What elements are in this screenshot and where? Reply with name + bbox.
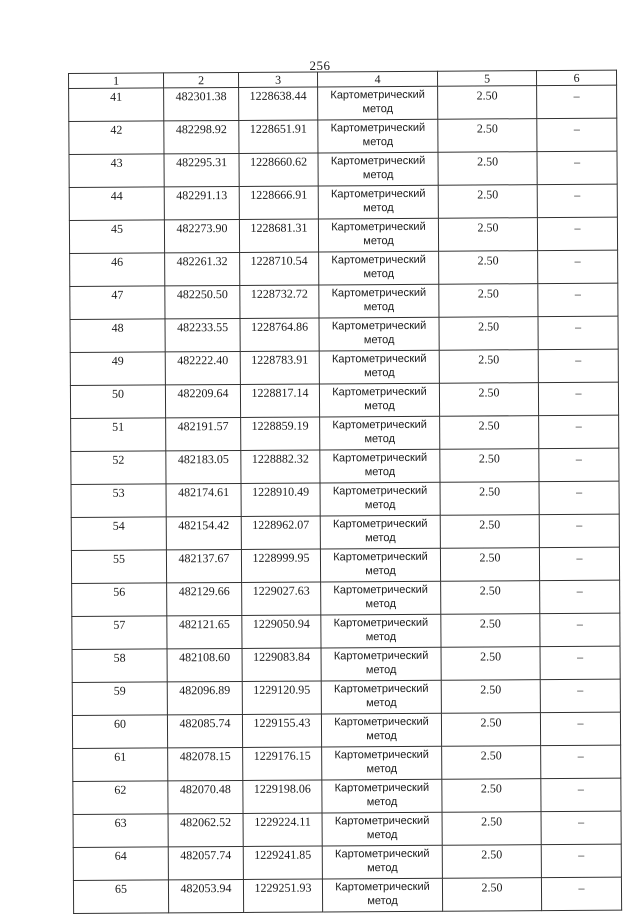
accuracy-cell: 2.50 xyxy=(441,581,540,615)
point-number-cell: 52 xyxy=(71,451,166,485)
method-cell: Картометрический метод xyxy=(318,185,438,219)
note-cell: – xyxy=(540,679,620,712)
point-number-cell: 54 xyxy=(71,517,166,551)
note-cell: – xyxy=(538,316,618,349)
y-coordinate-cell: 1228710.54 xyxy=(240,252,319,285)
page-number: 256 xyxy=(309,58,331,73)
x-coordinate-cell: 482129.66 xyxy=(167,582,242,615)
method-cell: Картометрический метод xyxy=(322,812,442,846)
table-row xyxy=(69,184,617,220)
accuracy-cell: 2.50 xyxy=(438,86,537,120)
point-number-cell: 59 xyxy=(72,682,167,716)
point-number-cell: 60 xyxy=(72,715,167,749)
point-number-cell: 49 xyxy=(70,352,165,386)
table-row xyxy=(73,877,621,913)
table-row xyxy=(70,382,618,418)
note-cell: – xyxy=(540,580,620,613)
method-cell: Картометрический метод xyxy=(318,218,438,252)
note-cell: – xyxy=(537,85,617,118)
method-cell: Картометрический метод xyxy=(320,548,440,582)
method-cell: Картометрический метод xyxy=(319,383,439,417)
y-coordinate-cell: 1228651.91 xyxy=(239,120,318,153)
note-cell: – xyxy=(539,547,619,580)
x-coordinate-cell: 482250.50 xyxy=(165,285,240,318)
y-coordinate-cell: 1229176.15 xyxy=(243,747,322,780)
table-row xyxy=(73,844,621,880)
note-cell: – xyxy=(540,646,620,679)
coordinates-table-container xyxy=(68,70,621,914)
accuracy-cell: 2.50 xyxy=(441,680,540,714)
table-body xyxy=(69,85,622,913)
method-cell: Картометрический метод xyxy=(318,119,438,153)
accuracy-cell: 2.50 xyxy=(439,350,538,384)
point-number-cell: 58 xyxy=(72,649,167,683)
y-coordinate-cell: 1228666.91 xyxy=(239,186,318,219)
x-coordinate-cell: 482085.74 xyxy=(167,714,242,747)
method-cell: Картометрический метод xyxy=(319,317,439,351)
point-number-cell: 50 xyxy=(70,385,165,419)
accuracy-cell: 2.50 xyxy=(440,548,539,582)
header-col-6: 6 xyxy=(536,70,616,85)
note-cell: – xyxy=(541,811,621,844)
accuracy-cell: 2.50 xyxy=(442,779,541,813)
accuracy-cell: 2.50 xyxy=(438,185,537,219)
note-cell: – xyxy=(539,481,619,514)
table-row xyxy=(73,811,621,847)
header-col-4: 4 xyxy=(317,71,437,87)
header-col-2: 2 xyxy=(164,72,239,87)
y-coordinate-cell: 1229241.85 xyxy=(243,846,322,879)
x-coordinate-cell: 482191.57 xyxy=(166,417,241,450)
x-coordinate-cell: 482121.65 xyxy=(167,615,242,648)
y-coordinate-cell: 1228764.86 xyxy=(240,318,319,351)
y-coordinate-cell: 1229155.43 xyxy=(242,714,321,747)
y-coordinate-cell: 1228882.32 xyxy=(241,450,320,483)
table-row xyxy=(72,580,620,616)
method-cell: Картометрический метод xyxy=(322,878,442,912)
x-coordinate-cell: 482273.90 xyxy=(164,219,239,252)
x-coordinate-cell: 482222.40 xyxy=(165,351,240,384)
note-cell: – xyxy=(538,283,618,316)
point-number-cell: 53 xyxy=(71,484,166,518)
y-coordinate-cell: 1228660.62 xyxy=(239,153,318,186)
point-number-cell: 56 xyxy=(72,583,167,617)
accuracy-cell: 2.50 xyxy=(442,845,541,879)
point-number-cell: 47 xyxy=(70,286,165,320)
table-row xyxy=(70,349,618,385)
y-coordinate-cell: 1228732.72 xyxy=(240,285,319,318)
method-cell: Картометрический метод xyxy=(320,515,440,549)
y-coordinate-cell: 1228783.91 xyxy=(240,351,319,384)
note-cell: – xyxy=(537,184,617,217)
table-row xyxy=(72,646,620,682)
method-cell: Картометрический метод xyxy=(322,845,442,879)
x-coordinate-cell: 482261.32 xyxy=(165,252,240,285)
table-row xyxy=(69,85,617,121)
x-coordinate-cell: 482298.92 xyxy=(164,120,239,153)
x-coordinate-cell: 482154.42 xyxy=(166,516,241,549)
accuracy-cell: 2.50 xyxy=(440,515,539,549)
x-coordinate-cell: 482108.60 xyxy=(167,648,242,681)
accuracy-cell: 2.50 xyxy=(441,647,540,681)
point-number-cell: 41 xyxy=(69,88,164,122)
table-row xyxy=(71,547,619,583)
table-row xyxy=(70,316,618,352)
note-cell: – xyxy=(537,151,617,184)
accuracy-cell: 2.50 xyxy=(441,713,540,747)
note-cell: – xyxy=(540,613,620,646)
point-number-cell: 55 xyxy=(71,550,166,584)
note-cell: – xyxy=(538,250,618,283)
y-coordinate-cell: 1228681.31 xyxy=(239,219,318,252)
x-coordinate-cell: 482070.48 xyxy=(168,780,243,813)
header-col-1: 1 xyxy=(69,73,164,89)
method-cell: Картометрический метод xyxy=(321,647,441,681)
method-cell: Картометрический метод xyxy=(322,746,442,780)
table-row xyxy=(69,151,617,187)
x-coordinate-cell: 482233.55 xyxy=(165,318,240,351)
accuracy-cell: 2.50 xyxy=(442,878,541,912)
x-coordinate-cell: 482295.31 xyxy=(164,153,239,186)
accuracy-cell: 2.50 xyxy=(438,119,537,153)
method-cell: Картометрический метод xyxy=(321,614,441,648)
method-cell: Картометрический метод xyxy=(321,581,441,615)
header-col-5: 5 xyxy=(437,71,536,87)
accuracy-cell: 2.50 xyxy=(442,812,541,846)
accuracy-cell: 2.50 xyxy=(438,152,537,186)
accuracy-cell: 2.50 xyxy=(441,614,540,648)
x-coordinate-cell: 482301.38 xyxy=(164,87,239,120)
x-coordinate-cell: 482096.89 xyxy=(167,681,242,714)
x-coordinate-cell: 482209.64 xyxy=(165,384,240,417)
note-cell: – xyxy=(541,877,621,910)
y-coordinate-cell: 1229050.94 xyxy=(242,615,321,648)
note-cell: – xyxy=(537,217,617,250)
note-cell: – xyxy=(539,415,619,448)
table-row xyxy=(69,217,617,253)
point-number-cell: 63 xyxy=(73,814,168,848)
x-coordinate-cell: 482078.15 xyxy=(168,747,243,780)
method-cell: Картометрический метод xyxy=(322,779,442,813)
accuracy-cell: 2.50 xyxy=(442,746,541,780)
table-row xyxy=(73,745,621,781)
note-cell: – xyxy=(538,382,618,415)
note-cell: – xyxy=(541,844,621,877)
y-coordinate-cell: 1228817.14 xyxy=(240,384,319,417)
point-number-cell: 44 xyxy=(69,187,164,221)
method-cell: Картометрический метод xyxy=(321,680,441,714)
x-coordinate-cell: 482174.61 xyxy=(166,483,241,516)
y-coordinate-cell: 1228910.49 xyxy=(241,483,320,516)
y-coordinate-cell: 1228962.07 xyxy=(241,516,320,549)
x-coordinate-cell: 482057.74 xyxy=(168,846,243,879)
accuracy-cell: 2.50 xyxy=(439,284,538,318)
point-number-cell: 51 xyxy=(71,418,166,452)
note-cell: – xyxy=(538,349,618,382)
y-coordinate-cell: 1229224.11 xyxy=(243,813,322,846)
method-cell: Картометрический метод xyxy=(319,251,439,285)
point-number-cell: 57 xyxy=(72,616,167,650)
table-row xyxy=(71,448,619,484)
table-row xyxy=(71,481,619,517)
method-cell: Картометрический метод xyxy=(320,482,440,516)
table-row xyxy=(71,514,619,550)
x-coordinate-cell: 482183.05 xyxy=(166,450,241,483)
y-coordinate-cell: 1228859.19 xyxy=(241,417,320,450)
table-row xyxy=(72,613,620,649)
note-cell: – xyxy=(541,778,621,811)
table-row xyxy=(73,778,621,814)
note-cell: – xyxy=(541,745,621,778)
point-number-cell: 42 xyxy=(69,121,164,155)
y-coordinate-cell: 1229083.84 xyxy=(242,648,321,681)
accuracy-cell: 2.50 xyxy=(440,482,539,516)
method-cell: Картометрический метод xyxy=(320,449,440,483)
y-coordinate-cell: 1229251.93 xyxy=(243,879,322,912)
table-row xyxy=(69,118,617,154)
note-cell: – xyxy=(537,118,617,151)
header-col-3: 3 xyxy=(238,72,317,87)
method-cell: Картометрический метод xyxy=(319,284,439,318)
note-cell: – xyxy=(539,448,619,481)
method-cell: Картометрический метод xyxy=(318,152,438,186)
x-coordinate-cell: 482291.13 xyxy=(164,186,239,219)
x-coordinate-cell: 482053.94 xyxy=(168,879,243,912)
accuracy-cell: 2.50 xyxy=(438,218,537,252)
y-coordinate-cell: 1229027.63 xyxy=(242,582,321,615)
point-number-cell: 61 xyxy=(73,748,168,782)
table-row xyxy=(71,415,619,451)
table-row xyxy=(72,712,620,748)
accuracy-cell: 2.50 xyxy=(439,251,538,285)
y-coordinate-cell: 1228999.95 xyxy=(241,549,320,582)
y-coordinate-cell: 1228638.44 xyxy=(239,87,318,120)
x-coordinate-cell: 482137.67 xyxy=(166,549,241,582)
y-coordinate-cell: 1229120.95 xyxy=(242,681,321,714)
point-number-cell: 45 xyxy=(69,220,164,254)
table-row xyxy=(72,679,620,715)
accuracy-cell: 2.50 xyxy=(439,317,538,351)
accuracy-cell: 2.50 xyxy=(439,383,538,417)
y-coordinate-cell: 1229198.06 xyxy=(243,780,322,813)
method-cell: Картометрический метод xyxy=(321,713,441,747)
coordinates-table xyxy=(68,70,622,914)
table-row xyxy=(70,283,618,319)
point-number-cell: 64 xyxy=(73,847,168,881)
point-number-cell: 48 xyxy=(70,319,165,353)
point-number-cell: 62 xyxy=(73,781,168,815)
point-number-cell: 65 xyxy=(73,880,168,914)
method-cell: Картометрический метод xyxy=(319,350,439,384)
accuracy-cell: 2.50 xyxy=(440,416,539,450)
x-coordinate-cell: 482062.52 xyxy=(168,813,243,846)
point-number-cell: 46 xyxy=(70,253,165,287)
accuracy-cell: 2.50 xyxy=(440,449,539,483)
note-cell: – xyxy=(540,712,620,745)
table-row xyxy=(70,250,618,286)
note-cell: – xyxy=(539,514,619,547)
method-cell: Картометрический метод xyxy=(320,416,440,450)
method-cell: Картометрический метод xyxy=(318,86,438,120)
point-number-cell: 43 xyxy=(69,154,164,188)
